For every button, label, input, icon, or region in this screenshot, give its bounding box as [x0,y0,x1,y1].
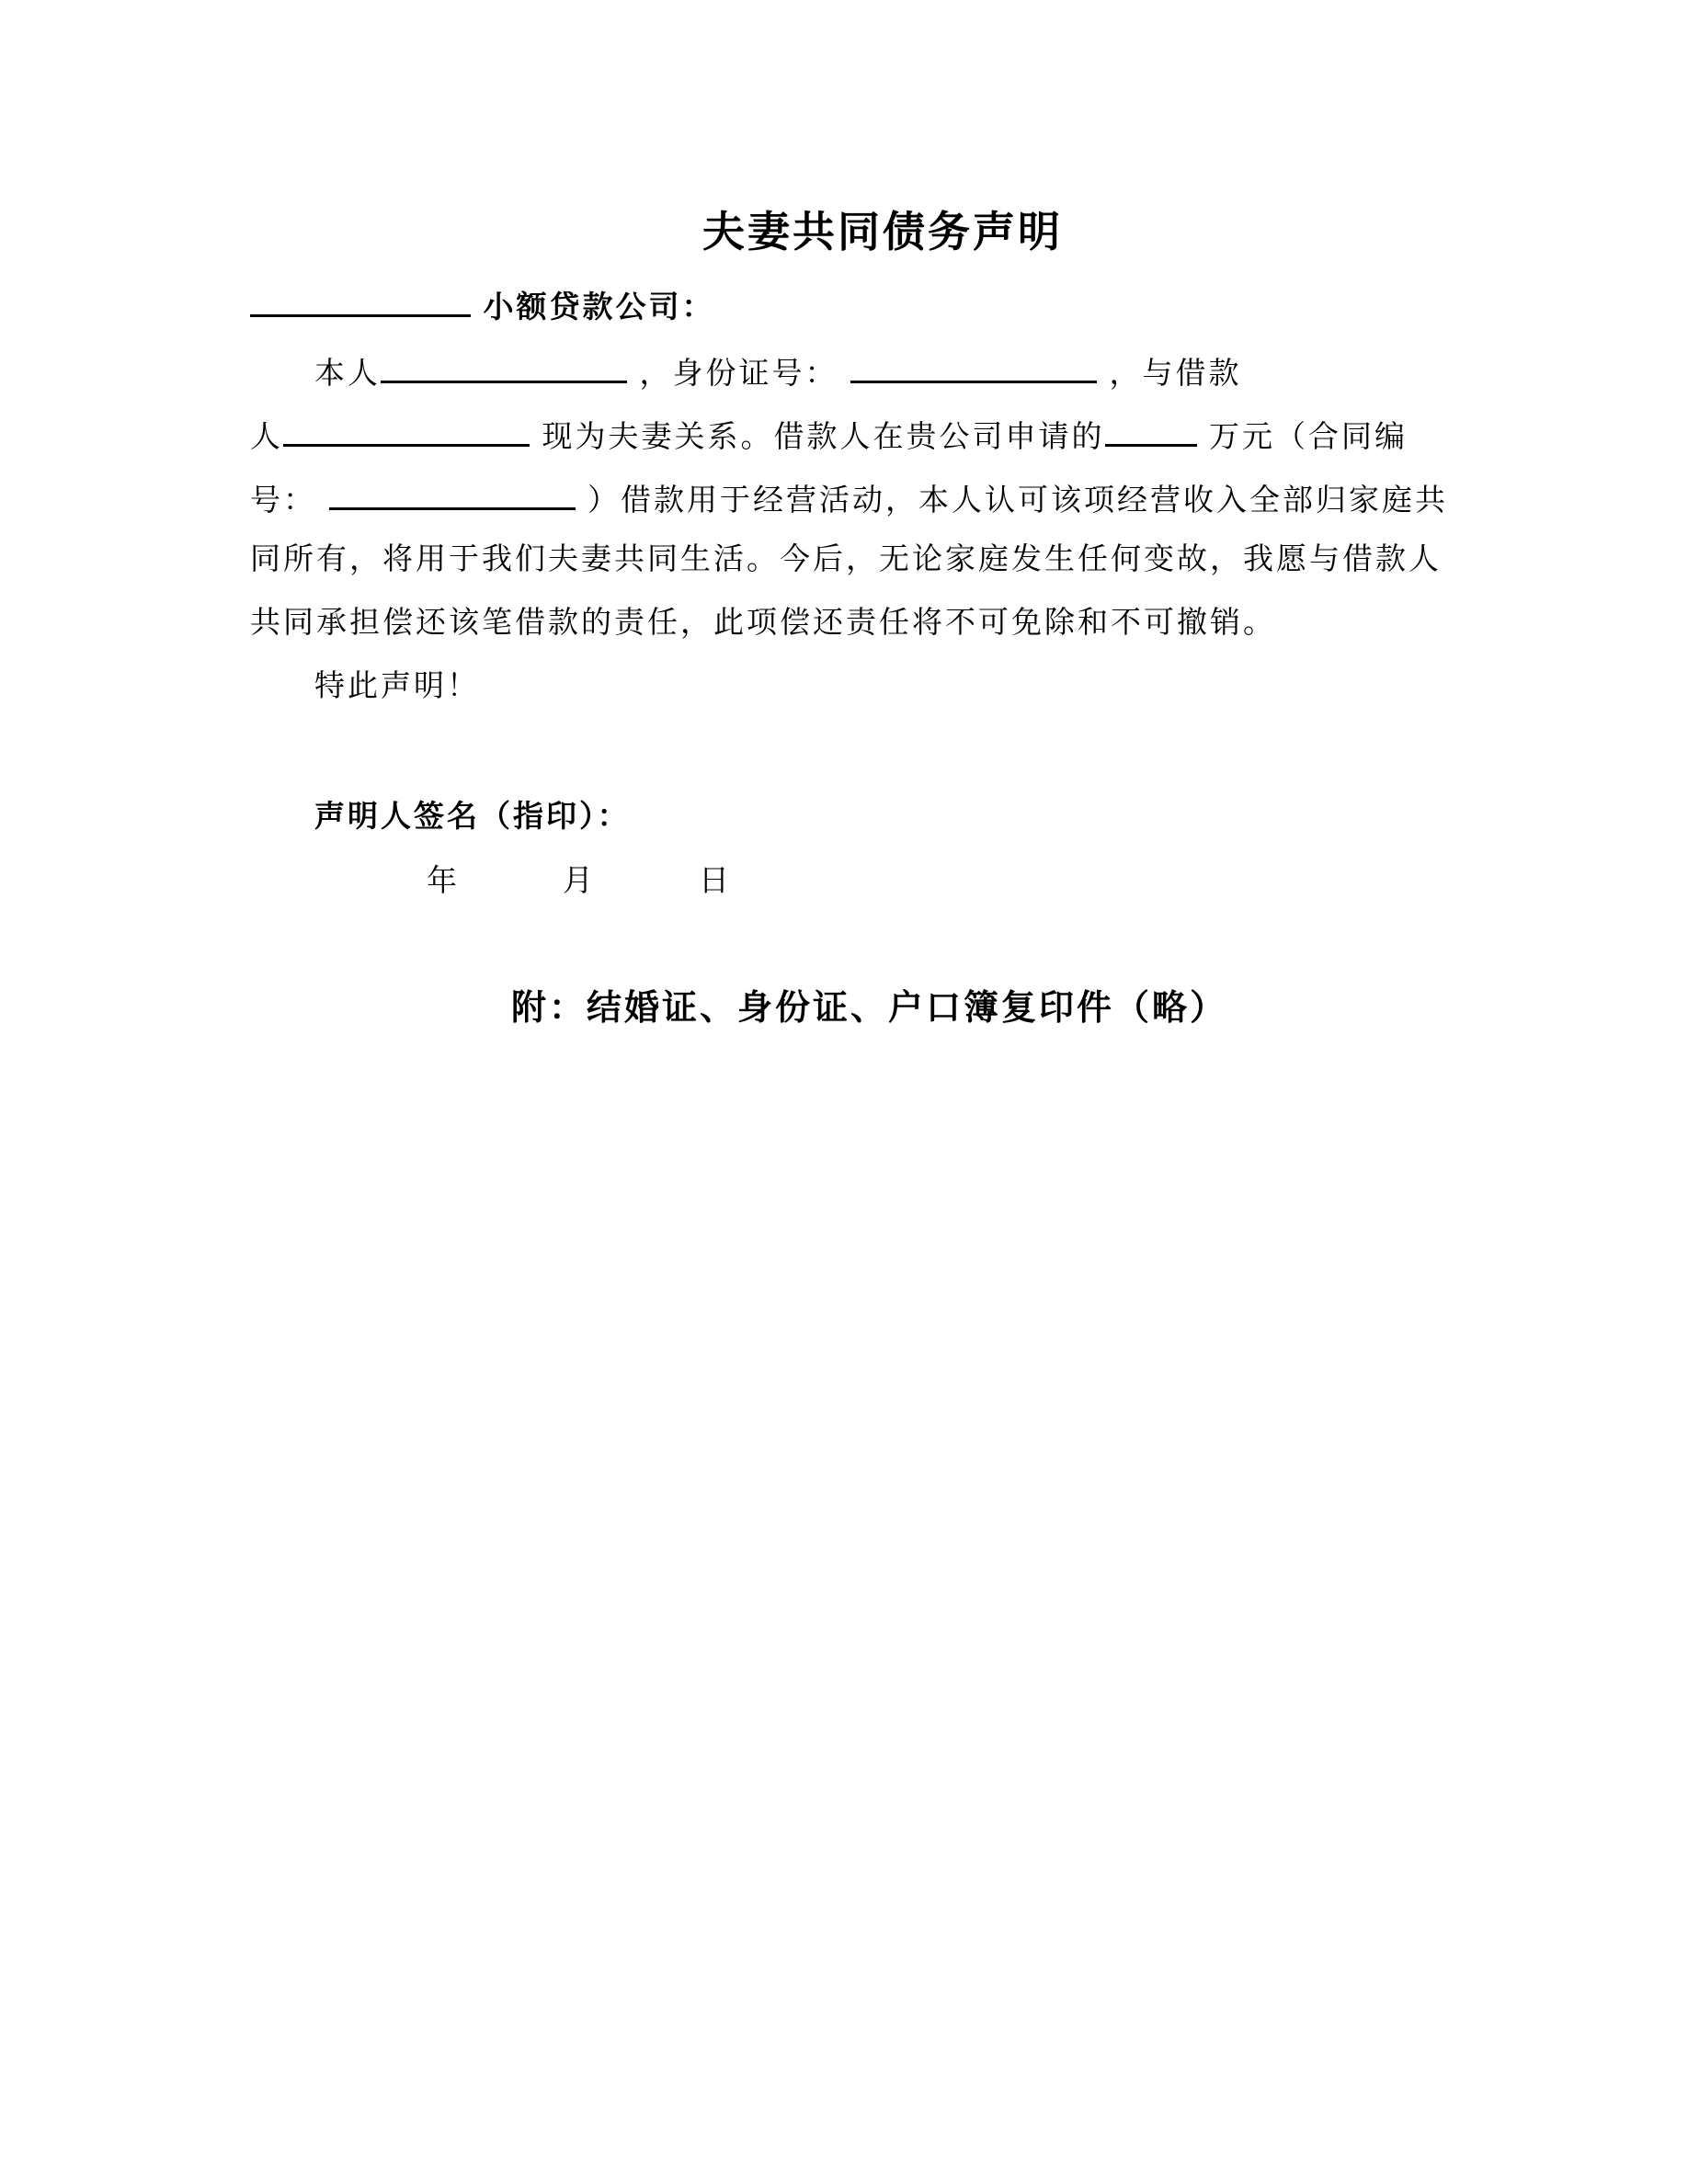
closing-line [314,667,480,703]
p3-text-b: ）借款用于经营活动，本人认可该项经营收入全部归家庭共 [587,482,1448,518]
p2-text-b: 现为夫妻关系。借款人在贵公司申请的 [542,418,1105,454]
date-month: 月 [563,862,593,898]
p1-text-a: 本人 [314,355,381,391]
p3-text-a: 号： [250,482,316,518]
p4-text: 同所有，将用于我们夫妻共同生活。今后，无论家庭发生任何变故，我愿与借款人 [250,540,1442,576]
paragraph-line-4 [250,540,1442,576]
contract-number-blank [329,480,576,510]
date-year: 年 [427,862,457,898]
closing-text: 特此声明！ [314,667,480,703]
id-number-blank [850,353,1097,383]
declarant-name-blank [381,353,627,383]
p5-text: 共同承担偿还该笔借款的责任，此项偿还责任将不可免除和不可撤销。 [250,604,1276,640]
p2-text-a: 人 [250,418,283,454]
paragraph-line-3 [250,480,1448,518]
borrower-name-blank [283,416,530,447]
p1-text-b: ，身份证号： [639,355,838,391]
p1-text-c: ，与借款 [1109,355,1242,391]
paragraph-line-1 [314,353,1242,391]
signature-label: 声明人签名（指印）： [314,798,631,834]
attachment-note: 附：结婚证、身份证、户口簿复印件（略） [511,986,1228,1028]
company-name-blank [250,287,471,317]
amount-blank [1105,416,1197,447]
paragraph-line-5 [250,604,1276,640]
addressee-line [250,287,715,322]
p2-text-c: 万元（合同编 [1209,418,1408,454]
document-title: 夫妻共同债务声明 [702,207,1063,256]
date-day: 日 [699,862,729,898]
paragraph-line-2 [250,416,1408,454]
addressee-suffix: 小额贷款公司： [483,289,715,324]
